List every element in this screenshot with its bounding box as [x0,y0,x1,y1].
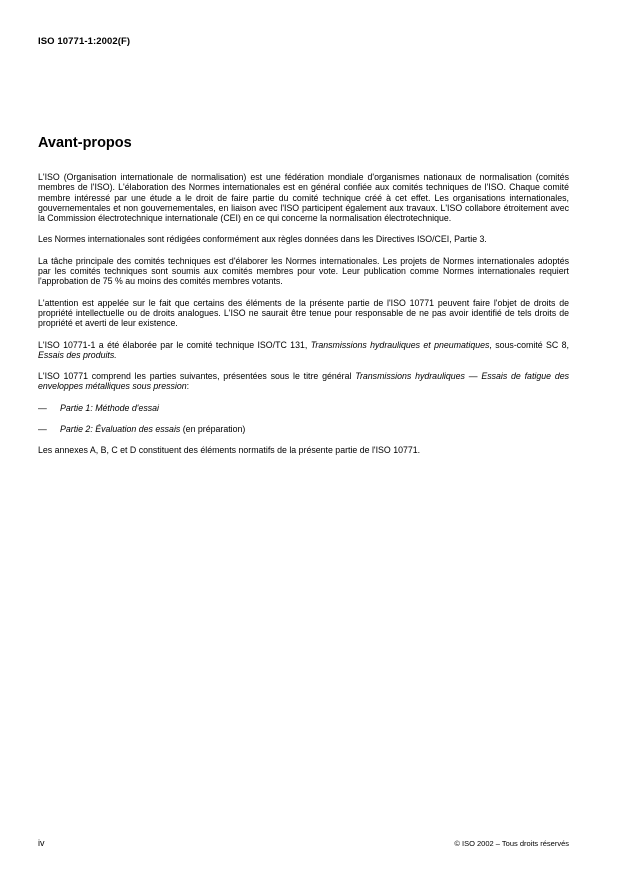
parts-text-1: L'ISO 10771 comprend les parties suivantes, présentées sous le titre général [38,371,356,382]
list-dash: — [38,424,47,435]
copyright-notice: © ISO 2002 – Tous droits réservés [454,839,569,848]
committee-title: Transmissions hydrauliques et pneumatiques [310,339,490,350]
prepared-by-text-1: L'ISO 10771-1 a été élaborée par le comité technique ISO/TC 131, [38,339,311,350]
page-title: Avant-propos [38,135,132,151]
general-title: Transmissions hydrauliques — Essais de fatigue des enveloppes métalliques sous pression [38,371,569,392]
paragraph-technical-committees: La tâche principale des comités techniques est d'élaborer les Normes internationales. Les projets de Normes internationales adoptés par les comités techniques sont soumis aux comités membres pour vote. Leur publication comme Normes internationales requiert l'approbation de 75 % au moins des comités membres votants. [38,255,569,287]
subcommittee-title: Essais des produits. [38,349,117,360]
list-item-content [60,403,159,413]
paragraph-patent-rights: L'attention est appelée sur le fait que certains des éléments de la présente partie de l'ISO 10771 peuvent faire l'objet de droits de propriété intellectuelle ou de droits analogues. L'ISO ne saurait être tenue pour responsable de ne pas avoir identifié de tels droits de propriété et averti de leur existence. [38,297,569,329]
parts-text-2: : [186,381,190,392]
paragraph-prepared-by [38,340,569,361]
paragraph-annexes: Les annexes A, B, C et D constituent des éléments normatifs de la présente partie de l'ISO 10771. [38,445,421,456]
paragraph-iso-organisation: L'ISO (Organisation internationale de normalisation) est une fédération mondiale d'organismes nationaux de normalisation (comités membres de l'ISO). L'élaboration des Normes internationales est en général confiée aux comités techniques de l'ISO. Chaque comité membre intéressé par une étude a le droit de faire partie du comité technique créé à cet effet. Les organisations internationales, gouvernementales et non gouvernementales, en liaison avec l'ISO participent également aux travaux. L'ISO collabore étroitement avec la Commission électrotechnique internationale (CEI) en ce qui concerne la normalisation électrotechnique. [38,172,569,224]
document-id-header: ISO 10771-1:2002(F) [38,36,131,47]
prepared-by-text-2: , sous-comité SC 8, [489,339,569,350]
list-item [38,403,569,413]
foreword-body [38,172,569,467]
list-dash: — [38,402,47,413]
paragraph-parts [38,371,569,392]
list-item-note: (en préparation) [180,424,246,435]
list-item [38,424,569,434]
list-item-content [60,424,245,434]
page-number: iv [38,838,45,848]
list-item-title: Partie 2: Évaluation des essais [60,424,181,435]
paragraph-directives: Les Normes internationales sont rédigées conformément aux règles données dans les Directives ISO/CEI, Partie 3. [38,234,487,245]
list-item-title: Partie 1: Méthode d'essai [60,402,159,413]
